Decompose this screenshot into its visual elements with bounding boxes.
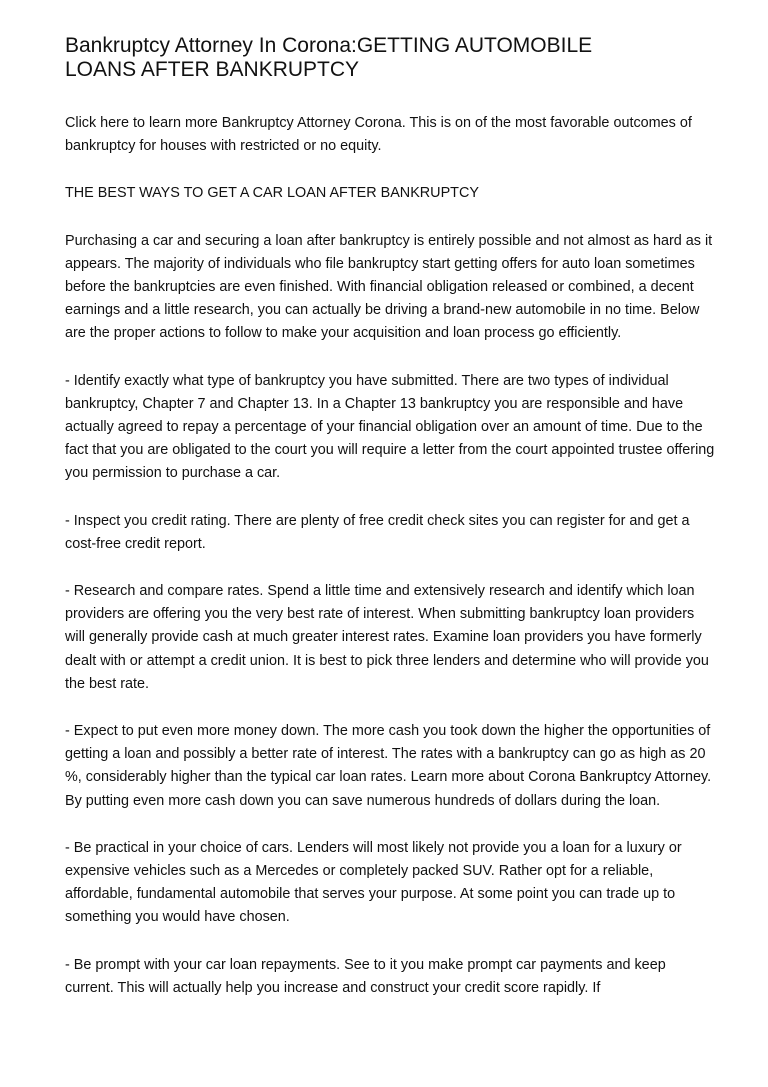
list-item-loan-repayments: - Be prompt with your car loan repayments. See to it you make prompt car payments and keep current. This will actually help you increase and construct your credit score rapidly. If [65,956,666,996]
list-item-credit-rating: - Inspect you credit rating. There are plenty of free credit check sites you can register for and get a cost-free credit report. [65,512,690,552]
section-heading: THE BEST WAYS TO GET A CAR LOAN AFTER BANKRUPTCY [65,185,479,202]
body-paragraph: Purchasing a car and securing a loan after bankruptcy is entirely possible and not almost as hard as it appears. The majority of individuals who file bankruptcy start getting offers for auto loan sometimes before the bankruptcies are even finished. With financial obligation released or combined, a decent earnings and a little research, you can actually be driving a brand-new automobile in no time. Below are the proper actions to follow to make your acquisition and loan process go efficiently. [65,232,713,342]
list-item-choice-of-cars: - Be practical in your choice of cars. Lenders will most likely not provide you a loan for a luxury or expensive vehicles such as a Mercedes or completely packed SUV. Rather opt for a reliable, affordable, fundamental automobile that serves your purpose. At some point you can trade up to something you would have chosen. [65,839,682,926]
page-title [65,34,715,82]
document-page [65,34,715,1000]
intro-paragraph: Click here to learn more Bankruptcy Attorney Corona. This is on of the most favorable outcomes of bankruptcy for houses with restricted or no equity. [65,115,692,155]
title-line-1: Bankruptcy Attorney In Corona:GETTING AUTOMOBILE [65,34,593,57]
list-item-bankruptcy-type: - Identify exactly what type of bankruptcy you have submitted. There are two types of individual bankruptcy, Chapter 7 and Chapter 13. In a Chapter 13 bankruptcy you are responsible and have actually agreed to repay a percentage of your financial obligation over an amount of time. Due to the fact that you are obligated to the court you will require a letter from the court appointed trustee offering you permission to purchase a car. [65,372,715,482]
title-line-2: LOANS AFTER BANKRUPTCY [65,58,360,81]
list-item-money-down: - Expect to put even more money down. The more cash you took down the higher the opportunities of getting a loan and possibly a better rate of interest. The rates with a bankruptcy can go as high as 20 %, considerably higher than the typical car loan rates. Learn more about Corona Bankruptcy Attorney. By putting even more cash down you can save numerous hundreds of dollars during the loan. [65,723,712,809]
list-item-compare-rates: - Research and compare rates. Spend a little time and extensively research and identify which loan providers are offering you the very best rate of interest. When submitting bankruptcy loan providers will generally provide cash at much greater interest rates. Examine loan providers you have formerly dealt with or attempt a credit union. It is best to pick three lenders and determine who will provide you the best rate. [65,583,709,692]
